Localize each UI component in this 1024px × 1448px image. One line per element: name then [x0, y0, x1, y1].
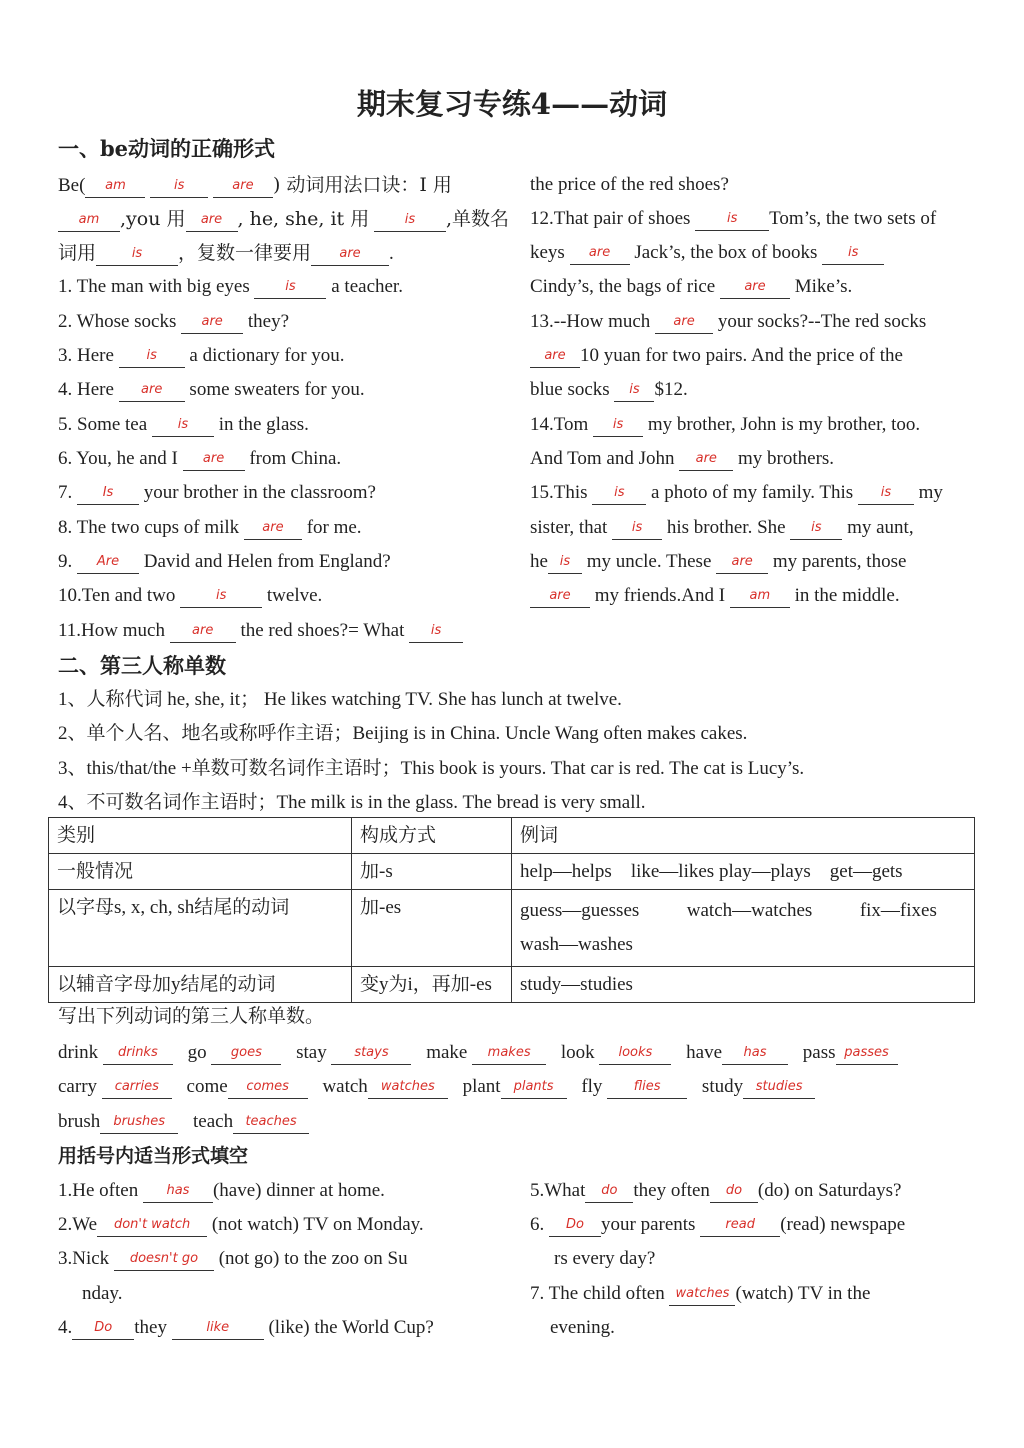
question-12-line-2: keys are Jack’s, the box of books is	[530, 238, 970, 268]
table-header: 类别	[49, 818, 352, 854]
verb-item: look looks	[561, 1038, 672, 1068]
fill-item-6-cont: rs every day?	[554, 1248, 656, 1269]
fill-item-5: 5.What do they often do (do) on Saturdays?	[530, 1180, 902, 1201]
verb-row-1	[58, 1038, 973, 1068]
exercise-instruction: 写出下列动词的第三人称单数。	[58, 1006, 325, 1027]
exercise2-heading: 用括号内适当形式填空	[58, 1145, 249, 1167]
fill-item-7: 7. The child often watches (watch) TV in the	[530, 1283, 871, 1304]
verb-item: go goes	[188, 1038, 282, 1068]
verb-item: stay stays	[296, 1038, 411, 1068]
question-7: 7. Is your brother in the classroom?	[58, 482, 376, 503]
question-12-line-3: Cindy’s, the bags of rice are Mike’s.	[530, 276, 853, 297]
page-title: 期末复习专练4——动词	[356, 87, 668, 121]
section-heading-third-person: 二、第三人称单数	[58, 653, 226, 678]
table-cell: 加-es	[352, 890, 512, 967]
fill-item-3: 3.Nick doesn't go (not go) to the zoo on Su	[58, 1248, 408, 1269]
question-15: 15.This is a photo of my family. This is my	[530, 482, 943, 503]
verb-item: brush brushes	[58, 1107, 178, 1137]
verb-item: have has	[686, 1038, 788, 1068]
verb-item: make makes	[426, 1038, 546, 1068]
verb-item: carry carries	[58, 1072, 172, 1102]
table-cell: 加-s	[352, 854, 512, 890]
question-2: 2. Whose socks are they?	[58, 311, 290, 332]
table-row	[49, 854, 975, 890]
question-4: 4. Here are some sweaters for you.	[58, 379, 365, 400]
verb-item: fly flies	[581, 1072, 687, 1102]
rule-line-2: am ,you 用 are , he, she, it 用 is ,单数名	[58, 204, 498, 234]
table-header-row	[49, 818, 975, 854]
table-header: 例词	[512, 818, 975, 854]
fill-item-4: 4. Do they like (like) the World Cup?	[58, 1317, 434, 1338]
question-12: 12.That pair of shoes is Tom’s, the two sets of	[530, 208, 937, 229]
question-13-line-2: are 10 yuan for two pairs. And the price of the	[530, 341, 970, 371]
section-heading-be: 一、be动词的正确形式	[58, 136, 276, 161]
rule-3: 3、this/that/the +单数可数名词作主语时；This book is yours. That car is red. The cat is Lucy’s.	[58, 758, 805, 779]
verb-item: teach teaches	[193, 1107, 309, 1137]
table-cell: study—studies	[512, 967, 975, 1003]
fill-item-1: 1.He often has (have) dinner at home.	[58, 1180, 385, 1201]
table-cell: guess—guesses watch—watches fix—fixes wash—washes	[512, 890, 975, 967]
verb-item: plant plants	[463, 1072, 567, 1102]
question-9: 9. Are David and Helen from England?	[58, 551, 391, 572]
table-cell: 以辅音字母加y结尾的动词	[49, 967, 352, 1003]
question-11-cont: the price of the red shoes?	[530, 174, 729, 195]
table-cell: 以字母s, x, ch, sh结尾的动词	[49, 890, 352, 967]
verb-rules-table	[48, 817, 975, 1003]
fill-item-7-cont: evening.	[550, 1317, 615, 1338]
rule-line-1: Be( am is are ) 动词用法口诀：I 用	[58, 174, 452, 196]
question-15-line-4: are my friends.And I am in the middle.	[530, 581, 970, 611]
question-15-line-2: sister, that is his brother. She is my aunt,	[530, 517, 914, 538]
fill-item-2: 2.We don't watch (not watch) TV on Monday.	[58, 1214, 424, 1235]
fill-item-6: 6. Do your parents read (read) newspape	[530, 1214, 906, 1235]
table-cell: help—helps like—likes play—plays get—gets	[512, 854, 975, 890]
table-cell: 变y为i，再加-es	[352, 967, 512, 1003]
question-10: 10.Ten and two is twelve.	[58, 585, 323, 606]
question-14: 14.Tom is my brother, John is my brother, too.	[530, 414, 921, 435]
verb-row-2	[58, 1072, 973, 1102]
table-cell: 一般情况	[49, 854, 352, 890]
question-3: 3. Here is a dictionary for you.	[58, 345, 345, 366]
verb-row-3	[58, 1107, 973, 1137]
question-13: 13.--How much are your socks?--The red socks	[530, 311, 927, 332]
question-5: 5. Some tea is in the glass.	[58, 414, 309, 435]
rule-2: 2、单个人名、地名或称呼作主语；Beijing is in China. Uncle Wang often makes cakes.	[58, 723, 748, 744]
verb-item: drink drinks	[58, 1038, 173, 1068]
question-1: 1. The man with big eyes is a teacher.	[58, 276, 403, 297]
question-13-line-3: blue socks is $12.	[530, 379, 688, 400]
fill-item-3-cont: nday.	[82, 1283, 123, 1304]
verb-item: watch watches	[322, 1072, 447, 1102]
table-row	[49, 890, 975, 967]
question-11: 11.How much are the red shoes?= What is	[58, 616, 498, 646]
rule-1: 1、人称代词 he, she, it； He likes watching TV. She has lunch at twelve.	[58, 689, 622, 710]
verb-item: study studies	[702, 1072, 815, 1102]
rule-line-3: 词用 is ，复数一律要用 are .	[58, 242, 394, 264]
table-row	[49, 967, 975, 1003]
verb-item: pass passes	[803, 1038, 898, 1068]
rule-4: 4、不可数名词作主语时；The milk is in the glass. The bread is very small.	[58, 792, 646, 813]
question-15-line-3: he is my uncle. These are my parents, those	[530, 551, 907, 572]
question-6: 6. You, he and I are from China.	[58, 448, 342, 469]
question-14-line-2: And Tom and John are my brothers.	[530, 448, 835, 469]
verb-item: come comes	[187, 1072, 308, 1102]
question-8: 8. The two cups of milk are for me.	[58, 517, 362, 538]
table-header: 构成方式	[352, 818, 512, 854]
